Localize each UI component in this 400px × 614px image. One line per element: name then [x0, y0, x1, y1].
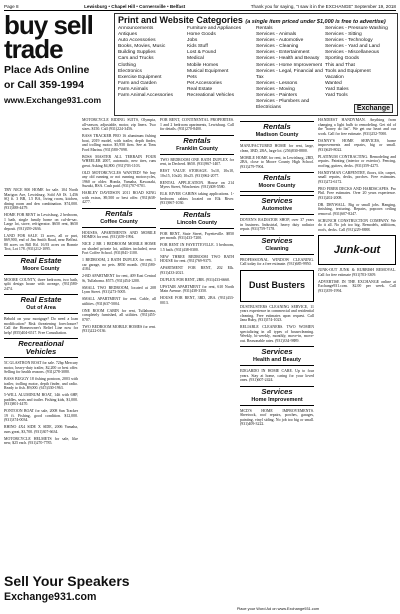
category-item[interactable]: Sporting Goods: [325, 56, 359, 62]
classified-ad: ELK RIVER CABINS taking applications. 1-bedroom cabins located on Elk River. (931)967-1030.: [160, 192, 234, 205]
classified-ad: BOSS MASTER ALL TERRAIN FOUR WHEELER 2007, automatic, new tires, runs great. Asking $4,800. (931)703-1103.: [82, 154, 156, 168]
categories-title: Print and Website Categories (a single item priced under $1,000 is free to advertise): [118, 15, 386, 25]
classified-ad: SMALL APARTMENT for rent. Cable, all utilities. (931)637-5004.: [82, 297, 156, 306]
classified-ad: MOBILE HOME for rent, in Lewisburg, 2BD, 2BA, close to Moore County High School. (931)279-7904.: [240, 155, 314, 169]
section-heading: Rentals Coffee County: [82, 208, 156, 228]
classified-ad: FOR RENT, State Street, Fayetteville. $850 per month. (931)433-7200.: [160, 231, 234, 240]
classified-ad: FOR RENT IN FAYETTEVILLE. 3 bedroom, 1.5 bath. (931)438-0300.: [160, 243, 234, 252]
classified-ad: RHINO 4X4 SIDE X SIDE, 2006 Yamaha, runs great, $3,700. (931)307-6634.: [4, 425, 78, 434]
category-item[interactable]: Services - Pressure Washing: [325, 26, 388, 31]
column-3: [160, 118, 234, 308]
section-heading: Services Automotive: [240, 195, 314, 215]
category-item[interactable]: Musical Equipment: [187, 68, 229, 74]
column-4: [240, 118, 314, 429]
brand-phone: or Call 359-1994: [4, 79, 84, 91]
classified-ad: HOME FOR RENT in Lewisburg, 2 bedroom, 1 bath, single family home on cul-de-sac. Large lot, stove, refrigerator. $650 rent, $650 deposit. (931)359-2636.: [4, 213, 78, 231]
category-item[interactable]: Services - Automotive: [256, 38, 304, 44]
classified-ad: BASS BUGGY 18 fishing pontoon, 2003 with trailer, trolling motor, depth finder, and radio. Ready to fish. $9,000. (615)330-1963.: [4, 377, 78, 390]
classified-ad: DUSTBUSTERS CLEANING SERVICE, 11 years experience in commercial and residential cleaning. Free estimates upon request. Call Jana Ruby, (931)574-1023.: [240, 304, 314, 322]
classified-ad: TRY NICE 800 HOME for sale. 104 North Marigon Ave, Lewisburg. Sold AS IS. 1,456 SQ ft. 3 BR, 1.5 BA, living room, kitchen, dining room and den combination. $74,000. (931)388-4479.: [4, 188, 78, 210]
classified-ad: LAND FOR SALE 13 acres, all or part, $69,900, end of Jim Smith Road, near Belfast. 80 acres on Bill Rd. 16.93 acres on Bonnie Trot, Lot 178. (931)212-1095.: [4, 233, 78, 251]
classified-ad: BASS TRACKER PRO 16 aluminum fishing boat, 2019 model, with trailer, depth finder, and trolling motor. $5,950 firm. See at Tims Ford Marina. (931)580-7098.: [82, 134, 156, 152]
sell-speakers-banner: [4, 574, 154, 603]
classified-ad: MOTORCYCLE HELMETS for sale, like new, $25 each. (931)270-7785.: [4, 436, 78, 445]
classified-ad: UPSTAIR APARTMENT for rent, 610 North Main Avenue. (931)438-3350.: [160, 284, 234, 293]
section-heading: Rentals Moore County: [240, 172, 314, 192]
section-heading: Rentals Lincoln County: [160, 209, 234, 229]
categories-subtitle: (a single item priced under $1,000 is free to advertise): [245, 19, 386, 25]
category-item[interactable]: Home Goods: [187, 32, 216, 38]
category-item[interactable]: Books, Movies, Music: [118, 44, 166, 50]
category-item[interactable]: Farm and Garden: [118, 80, 157, 86]
section-heading: Services Cleaning: [240, 235, 314, 255]
categories-columns: [115, 26, 397, 111]
classified-ad: HARLEY DAVIDSON 2011 ROAD KING with extras, $9,500 or best offer. (931)638-4277.: [82, 191, 156, 204]
category-item[interactable]: Real Estate: [187, 86, 213, 92]
category-item[interactable]: Furniture and Appliances: [187, 26, 242, 31]
classified-ad: PROFESSIONAL WINDOW CLEANING. Call today for a free estimate. (931)685-9950.: [240, 257, 314, 266]
section-heading: Real Estate Out of Area: [4, 294, 78, 314]
classified-ad: 1 BEDROOM, 2 BATH DUPLEX for rent, 1 car garage, no pets. $850 month. (931)580-4184.: [82, 258, 156, 271]
classified-ad: OLD MOTORCYCLES WANTED! We buy any old running or not running motorcycles, 1960 or older. Honda, Yamaha, Kawasaki, Suzuki, BSA. Cash paid. (931)707-0701.: [82, 170, 156, 188]
categories-col-1: [118, 26, 187, 111]
classified-ad: DOYEN'S RADIATOR SHOP, over 37 years in business. Industrial, heavy duty radiator repair. (931)759-7178.: [240, 218, 314, 231]
category-item[interactable]: Services - Home Improvement: [256, 62, 323, 68]
classified-ad: HANDYMAN CARPENTRY, floors, tile, carpet, small repairs, decks, porches. Free estimates. (931)272-6172.: [318, 170, 396, 184]
brand-block: [4, 10, 112, 105]
classified-ad: HANDIEST HANDYMAN. Anything from changing a light bulb to remodeling. Get rid of the "honey do list". We get our heart and our work. Call for free estimate. (931)252-7000.: [318, 118, 396, 136]
category-item[interactable]: Services - Legal, Financial and Tax: [256, 68, 323, 80]
brand-trade: trade: [4, 34, 63, 64]
category-item[interactable]: Pet Accessories: [187, 80, 222, 86]
classified-ad: PLATINUM CONTRACTING. Remodeling and repairs. Painting (interior or exterior). Fencing, roofing, gutters, decks. (931)359-4275.: [318, 154, 396, 168]
classified-ad: FOR RENT, CONTINENTAL PROPERTIES. 1 and 2 bedroom apartments, Lewisburg. Call for details. (931)270-8400.: [160, 118, 234, 131]
category-item[interactable]: Jobs: [187, 38, 198, 44]
date-line: Thank you for saying, "I saw it in the EXCHANGE" September 19, 2018: [250, 3, 396, 9]
category-item[interactable]: This and That: [325, 62, 355, 68]
category-item[interactable]: Antiques: [118, 32, 138, 38]
classified-ad: Behold on your mortgage? Do need a loan modification? Risk threatening foreclosure? Call the Homeowner's Relief Line now for help! (855)404-6517. Free Consultation.: [4, 317, 78, 335]
category-item[interactable]: Medical: [187, 56, 204, 62]
categories-col-4: [325, 26, 394, 111]
classified-ad: 5C GLASTRON BOAT for sale. 72hp Mercury motor, heavy-duty trailer, $2,200 or best offer. Selling for health reasons. (931)278-3080.: [4, 361, 78, 374]
classified-ad: DUPLEX FOR RENT, 2BR. (931)433-6660.: [160, 277, 231, 282]
column-2: [82, 118, 156, 336]
classified-ad: NEW THREE BEDROOM TWO BATH HOUSE for rent. (931)769-9375.: [160, 254, 234, 263]
category-item[interactable]: Farm Animal Accessories: [118, 93, 173, 99]
category-item[interactable]: Building Supplies: [118, 50, 156, 56]
classified-ad: HOUSES, APARTMENTS AND MOBILE HOMES for rent. (931)359-1994.: [82, 230, 156, 239]
exchange-logo: Exchange: [354, 104, 393, 113]
category-item[interactable]: Yard Sales: [325, 86, 349, 92]
classified-ad: RELIABLE CLEANERS. TWO WOMEN specializing in all types of housecleaning. Weekly, bi-weekly, monthly, move-in, move-out. Reasonable rates. (931)334-9889.: [240, 325, 314, 343]
section-heading: Services Home Improvement: [240, 386, 314, 406]
classified-ad: SMALL TWO BEDROOM, located at 208 Lynn Street. (931)273-5005.: [82, 285, 156, 294]
classified-ad: 5-WILL ALUMINUM BOAT, 14ft with 6HP, paddles, seats and trailer. Fishing kids, $1,000. (931)801-4470.: [4, 393, 78, 406]
category-item[interactable]: Cars and Trucks: [118, 56, 154, 62]
sell-speakers-website[interactable]: Exchange931.com: [4, 591, 97, 603]
section-heading: Recreational Vehicles: [4, 338, 78, 358]
dust-busters-ad: Dust Busters: [240, 270, 314, 302]
column-5: [318, 118, 396, 296]
classified-ad: SCRUNCH CONSTRUCTION COMPANY. We do it all. No job too big. Remodels, additions, roofs, decks. Call (931)229-8888.: [318, 218, 396, 232]
category-item[interactable]: Vacation: [325, 74, 344, 80]
classified-ad: MOTORCYCLE RIDING SUITS, Olympia, all-season, adjustable, motor, zip liners. Two sizes. $150. Call (931)224-3456.: [82, 118, 156, 131]
column-1: [4, 188, 78, 448]
category-item[interactable]: Services - Cleaning: [256, 44, 299, 50]
classified-ad: REST VALUE STORAGE. 5x10, 10x10, 10x15, 10x20, 10x25. (931)962-2077.: [160, 169, 234, 178]
classified-ad: DR. DRYWALL. Big or small jobs. Hanging, finishing, texturing. Repairs, popcorn ceiling removal. (931)607-8247.: [318, 202, 396, 216]
classified-ad: MCD'S HOME IMPROVEMENTS. Sheetrock, roof repairs, porches, garages, painting, vinyl siding. No job too big or small. (931)409-3222.: [240, 408, 314, 426]
classified-ad: PONTOON BOAT for sale, 2008 Sun Tracker 19 ft. Fishing, good condition. $12,000. (931)374-0034.: [4, 409, 78, 422]
junk-out-ad: Junk-out: [318, 235, 396, 265]
classified-ad: APARTMENT FOR RENT, 202 Elk. (931)433-2021.: [160, 266, 234, 275]
category-item[interactable]: Auto Accessories: [118, 38, 156, 44]
category-item[interactable]: Wanted: [325, 80, 342, 86]
section-heading: Services Health and Beauty: [240, 346, 314, 366]
section-heading: Rentals Franklin County: [160, 135, 234, 155]
category-item[interactable]: Rentals: [256, 26, 273, 31]
brand-buy-sell: buy sell: [4, 10, 93, 40]
page-footer: Place your Word Ad on www.Exchange931.com: [236, 606, 320, 611]
section-heading: Rentals Madison County: [240, 121, 314, 141]
sell-speakers-title: Sell Your Speakers: [4, 573, 130, 589]
classified-ad: DANNY'S HOME SERVICES, home improvements and repairs, big or small. (931)629-8022.: [318, 138, 396, 152]
category-item[interactable]: Services - Sitting: [325, 32, 362, 38]
classified-ad: RENTAL APPLICATION. House on 214 Myers Street, Winchester. (931)308-5580.: [160, 180, 234, 189]
classified-ad: JUNK-OUT JUNK & RUBBISH REMOVAL. Call for free estimate (931)703-3309.: [318, 268, 396, 277]
brand-website[interactable]: www.Exchange931.com: [4, 95, 102, 105]
category-item[interactable]: Tools and Equipment: [325, 68, 371, 74]
category-item[interactable]: Services - Moving: [256, 86, 295, 92]
section-heading: Real Estate Moore County: [4, 255, 78, 275]
page-number: Page 8: [4, 3, 19, 9]
category-item[interactable]: Services - Lessons: [256, 80, 298, 86]
category-item[interactable]: Pets: [187, 74, 197, 80]
category-item[interactable]: Services - Animals: [256, 32, 297, 38]
classified-ad: MOORE COUNTY, three bedroom, two bath, split design house with acreage, (931)580-2474.: [4, 277, 78, 291]
category-item[interactable]: Services - Yard and Land: [325, 44, 380, 50]
category-item[interactable]: Services - Health and Beauty: [256, 56, 320, 62]
classified-ad: 2-BD APARTMENT for rent, 409 East Central St, Tullahoma. $575. (931)454-1200.: [82, 274, 156, 283]
print-categories-box: [114, 13, 398, 116]
category-item[interactable]: Services - Plumbers and Electricians: [256, 99, 310, 111]
classified-ad: NICE 2 BR 1 BEDROOM MOBILE HOME on shaded private lot, utilities included, near Fort Coffee School. (931)841-1100.: [82, 242, 156, 255]
category-item[interactable]: Exercise Equipment: [118, 74, 162, 80]
category-item[interactable]: Electronics: [118, 68, 142, 74]
category-item[interactable]: Services - Technology: [325, 38, 373, 44]
classified-ad: MANUFACTURED HOME for rent, large, clean, 3BD, 2BA, large lot. (256)830-8800.: [240, 144, 314, 153]
classified-ad: EDGARDO IN HOME CARE. Up to four years. Stay at home, caring for your loved ones. (931)607-2424.: [240, 369, 314, 382]
category-item[interactable]: Clothing: [118, 62, 136, 68]
towns-line: Lewisburg • Chapel Hill • Cornersville • Belfast: [84, 3, 186, 9]
category-item[interactable]: Mobile Homes: [187, 62, 219, 68]
category-item[interactable]: Services - Painters: [256, 93, 298, 99]
classified-ad: HOUSE FOR RENT, 3BD, 2BA. (931)433-0013.: [160, 296, 234, 305]
classified-ad: TWO BEDROOM MOBILE HOMES for rent. (931)222-0136.: [82, 324, 156, 333]
classified-ad: TWO BEDROOM ONE BATH DUPLEX for rent, in Decherd. $650. (931)967-1407.: [160, 157, 234, 166]
category-item[interactable]: Services - Entertainment: [256, 50, 310, 56]
category-item[interactable]: Recreational Vehicles: [187, 93, 235, 99]
classified-ad: ADVERTISE IN THE EXCHANGE online at Exchange931.com. $2.00 per week. Call (931)359-1994.: [318, 279, 396, 293]
category-item[interactable]: Yard Tools: [325, 93, 348, 99]
categories-col-3: [256, 26, 325, 111]
category-item[interactable]: Services - Miscellaneous: [325, 50, 380, 56]
category-item[interactable]: Lost & Found: [187, 50, 217, 56]
classified-ad: PRO FIBER DECKS AND HARDSCAPES. Pro Phil. Free estimates. Over 20 years experience. (931)202-2008.: [318, 186, 396, 200]
category-item[interactable]: Kids Stuff: [187, 44, 208, 50]
category-item[interactable]: Farm Animals: [118, 86, 148, 92]
classified-ad: ONE ROOM CABIN for rent, Tullahoma, completely furnished, all utilities. (931)455-0707.: [82, 308, 156, 322]
category-item[interactable]: Announcements: [118, 26, 154, 31]
brand-place-ads: Place Ads Online: [4, 64, 90, 76]
categories-col-2: [187, 26, 256, 111]
